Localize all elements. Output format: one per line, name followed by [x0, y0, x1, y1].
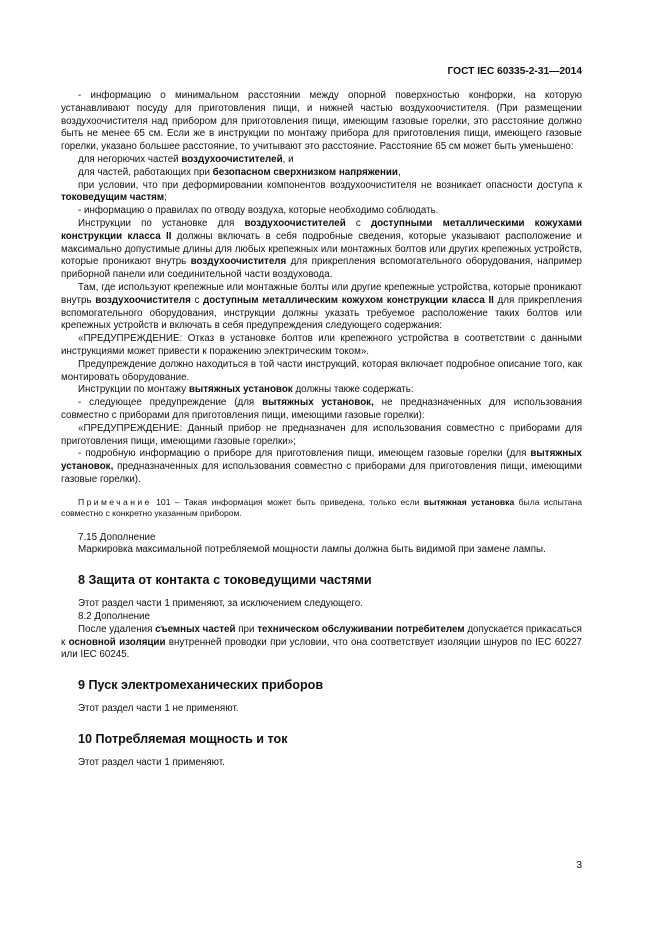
standard-header: ГОСТ IEC 60335-2-31—2014 [447, 66, 582, 77]
note-101: Примечание 101 – Такая информация может быть приведена, только если вытяжная установка была испытана совместно с конкретно указанным прибором. [61, 496, 582, 519]
section-8-intro: Этот раздел части 1 применяют, за исключением следующего. [78, 598, 363, 610]
paragraph-warning-location: Предупреждение должно находиться в той части инструкций, которая включает подробное описание того, как монтировать оборудование. [61, 358, 582, 383]
section-9-heading: 9 Пуск электромеханических приборов [78, 678, 324, 693]
paragraph-hood-warning-intro: - следующее предупреждение (для вытяжных установок, не предназначенных для использования совместно с приборами для приготовления пищи, имеющими газовые горелки): [61, 397, 582, 421]
clause-7-15-title: 7.15 Дополнение [78, 531, 156, 543]
paragraph-warning-bolts: «ПРЕДУПРЕЖДЕНИЕ: Отказ в установке болтов или крепежного устройства в соответствии с данными инструкциями может привести к поражению электрическим током». [61, 333, 582, 357]
clause-8-2-title: 8.2 Дополнение [78, 610, 150, 622]
page-number: 3 [576, 860, 582, 871]
section-10-text: Этот раздел части 1 применяют. [78, 756, 225, 768]
clause-7-15-text: Маркировка максимальной потребляемой мощности лампы должна быть видимой при замене лампы. [78, 544, 546, 556]
section-9-text: Этот раздел части 1 не применяют. [78, 703, 239, 715]
paragraph-bolts: Там, где используют крепежные или монтажные болты или другие крепежные устройства, которые проникают внутрь воздухоочистителя с доступным металлическим кожухом конструкции класса II для прикрепления вспомогательного оборудования, инструкции должны указать требуемое расположение таких болтов или крепежных устройств и включать в себя предупреждения следующего содержания: [61, 281, 583, 332]
paragraph-air-discharge: - информацию о правилах по отводу воздуха, которые необходимо соблюдать. [78, 205, 439, 217]
paragraph-selv: для частей, работающих при безопасном сверхнизком напряжении, [78, 166, 401, 178]
paragraph-min-distance: - информацию о минимальном расстоянии между опорной поверхностью конфорки, на которую устанавливают посуду для приготовления пищи, и нижней частью воздухоочистителя. (При размещении воздухоочистителя над прибором для приготовления пищи, имеющим газовые горелки, это расстояние должно быть не менее 65 см. Если же в инструкции по монтажу прибора для приготовления пищи, имеющего газовые горелки, указано большее расстояние, то учитывают это расстояние. Расстояние 65 см может быть уменьшено: [61, 90, 582, 153]
paragraph-noncombustible: для негорючих частей воздухоочистителей, и [78, 153, 294, 165]
paragraph-hood-warning: «ПРЕДУПРЕЖДЕНИЕ: Данный прибор не предназначен для использования совместно с приборами для приготовления пищи, имеющими газовые горелки»; [61, 422, 582, 447]
paragraph-gas-appliance-info: - подробную информацию о приборе для приготовления пищи, имеющем газовые горелки (для вытяжных установок, предназначенных для использования совместно с приборами для приготовления пищи, имеющими газовые горелки). [61, 448, 582, 485]
clause-8-2-text: После удаления съемных частей при техническом обслуживании потребителем допускается прикасаться к основной изоляции внутренней проводки при условии, что она соответствует изоляции шнуров по IEC 60227 или IEC 60245. [61, 623, 582, 661]
paragraph-installation-class2: Инструкции по установке для воздухоочистителей с доступными металлическими кожухами конструкции класса II должны включать в себя подробные сведения, которые указывают расположение и максимально допустимые длины для любых крепежных или монтажных болтов или других крепежных устройств, которые проникают внутрь воздухоочистителя для прикрепления вспомогательного оборудования, например приборной панели или соединительной части воздуховода. [61, 217, 582, 281]
section-8-heading: 8 Защита от контакта с токоведущими частями [78, 573, 372, 588]
paragraph-deformation: при условии, что при деформировании компонентов воздухоочистителя не возникает опасности доступа к токоведущим частям; [61, 179, 582, 204]
page-body [61, 90, 582, 770]
section-10-heading: 10 Потребляемая мощность и ток [78, 731, 288, 746]
paragraph-hood-instructions: Инструкции по монтажу вытяжных установок должны также содержать: [78, 384, 414, 396]
